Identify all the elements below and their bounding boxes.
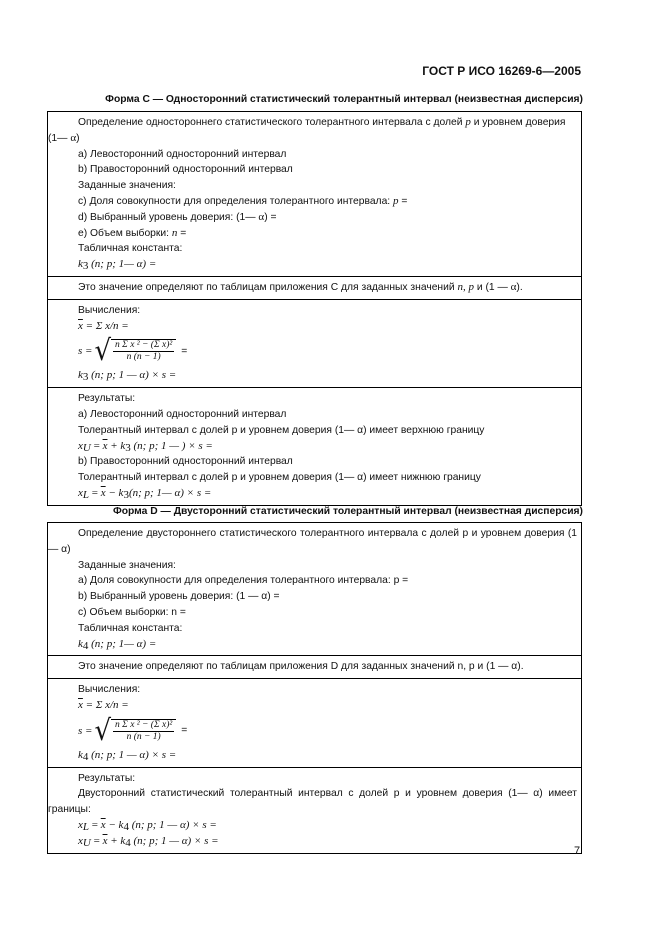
form-c-sd-formula: s = √ $\frac{\text{n Σ x ² − (Σ x)²}}{n (n - 1)}$ = (78, 334, 188, 368)
fraction: $\frac{\text{n Σ x ² − (Σ x)²}}{n (n - 1)}$ (111, 339, 176, 363)
sqrt-symbol: √ $\frac{\text{n Σ x ² − (Σ x)²}}{n (n - 1)}$ (94, 718, 176, 744)
page-number: 7 (574, 845, 581, 857)
form-c-title: Форма С — Односторонний статистический толерантный интервал (неизвестная дисперсия) (105, 94, 583, 105)
form-d-table-note: Это значение определяют по таблицам приложения D для заданных значений n, p и (1 — α). (78, 661, 524, 673)
form-c-table-heading: Табличная константа: (78, 243, 183, 255)
form-c-upper-limit: $x_U = \overline{x} + k_3$ (n; p; 1 — ) × s = (78, 439, 213, 454)
form-c-table-note: Это значение определяют по таблицам приложения С для заданных значений n, p и (1 — α). (78, 280, 523, 293)
form-c-given-c: c) Доля совокупности для определения толерантного интервала: p = (78, 194, 408, 207)
form-c-section-given (48, 112, 581, 277)
form-c-result-b-label: b) Правосторонний односторонний интервал (78, 456, 293, 468)
form-c-given-e: e) Объем выборки: n = (78, 226, 187, 239)
form-c-section-results (48, 388, 581, 505)
fraction: $\frac{\text{n Σ x ² − (Σ x)²}}{n (n - 1)}$ (111, 719, 176, 743)
form-d-results-heading: Результаты: (78, 772, 136, 784)
form-d-mean-formula: $\overline{x} = \Sigma$ x/n = (78, 698, 129, 711)
form-c-intro: Определение одностороннего статистического толерантного интервала с долей p и уровнем доверия (1— α) (48, 116, 566, 144)
form-c-section-note (48, 277, 581, 300)
form-c-result-b-text: Толерантный интервал с долей p и уровнем доверия (1— α) имеет нижнюю границу (78, 472, 481, 484)
form-d-section-results (48, 768, 581, 853)
form-d-title: Форма D — Двусторонний статистический толерантный интервал (неизвестная дисперсия) (112, 506, 583, 517)
form-c-lower-limit: $x_L = \overline{x} - k_3(n$; p; 1— α) × s = (78, 486, 212, 501)
form-d-table-heading: Табличная константа: (78, 622, 183, 634)
form-d-given-heading: Заданные значения: (78, 559, 176, 571)
form-c-given-heading: Заданные значения: (78, 180, 176, 192)
form-c-option-a: а) Левосторонний односторонний интервал (78, 148, 287, 160)
form-c-result-a-label: а) Левосторонний односторонний интервал (78, 408, 287, 420)
form-d-given-b: b) Выбранный уровень доверия: (1 — α) = (78, 591, 280, 603)
form-d-calc-heading: Вычисления: (78, 684, 141, 696)
form-c-calc-heading: Вычисления: (78, 304, 141, 316)
form-d-intro: Определение двустороннего статистического толерантного интервала с долей p и уровнем доверия (1— α) (48, 528, 577, 555)
sqrt-symbol: √ $\frac{\text{n Σ x ² − (Σ x)²}}{n (n - 1)}$ (94, 338, 176, 364)
form-d-upper-limit: $x_U = \overline{x} + k_4$ (n; p; 1 — α) × s = (78, 834, 219, 849)
form-c-k-constant: $k_3$ (n; p; 1— α) = (78, 258, 157, 273)
form-d-section-given (48, 523, 581, 656)
form-c-ks-product: $k_3$ (n; p; 1 — α) × s = (78, 369, 177, 384)
form-c-result-a-text: Толерантный интервал с долей p и уровнем доверия (1— α) имеет верхнюю границу (78, 424, 485, 436)
form-d-k-constant: $k_4$ (n; p; 1— α) = (78, 637, 157, 652)
form-d-sd-formula: s = √ $\frac{\text{n Σ x ² − (Σ x)²}}{n (n - 1)}$ = (78, 714, 188, 748)
form-c-given-d: d) Выбранный уровень доверия: (1— α) = (78, 210, 277, 223)
form-d-section-calc (48, 679, 581, 767)
form-d-result-text: Двусторонний статистический толерантный интервал с долей p и уровнем доверия (1— α) имеет границы: (48, 788, 577, 816)
document-code: ГОСТ Р ИСО 16269-6—2005 (422, 64, 581, 78)
form-d-given-a: а) Доля совокупности для определения толерантного интервала: p = (78, 575, 409, 587)
form-c-option-b: b) Правосторонний односторонний интервал (78, 164, 293, 176)
form-d-ks-product: $k_4$ (n; p; 1 — α) × s = (78, 748, 177, 763)
form-d-lower-limit: $x_L = \overline{x} - k_4$ (n; p; 1 — α) × s = (78, 818, 217, 833)
form-d-section-note (48, 656, 581, 679)
form-c-mean-formula: $\overline{x} = \Sigma$ x/n = (78, 319, 129, 332)
form-c-results-heading: Результаты: (78, 393, 136, 405)
form-c-box (47, 111, 582, 506)
form-c-section-calc (48, 300, 581, 388)
form-d-box (47, 522, 582, 854)
form-d-given-c: c) Объем выборки: n = (78, 606, 186, 618)
